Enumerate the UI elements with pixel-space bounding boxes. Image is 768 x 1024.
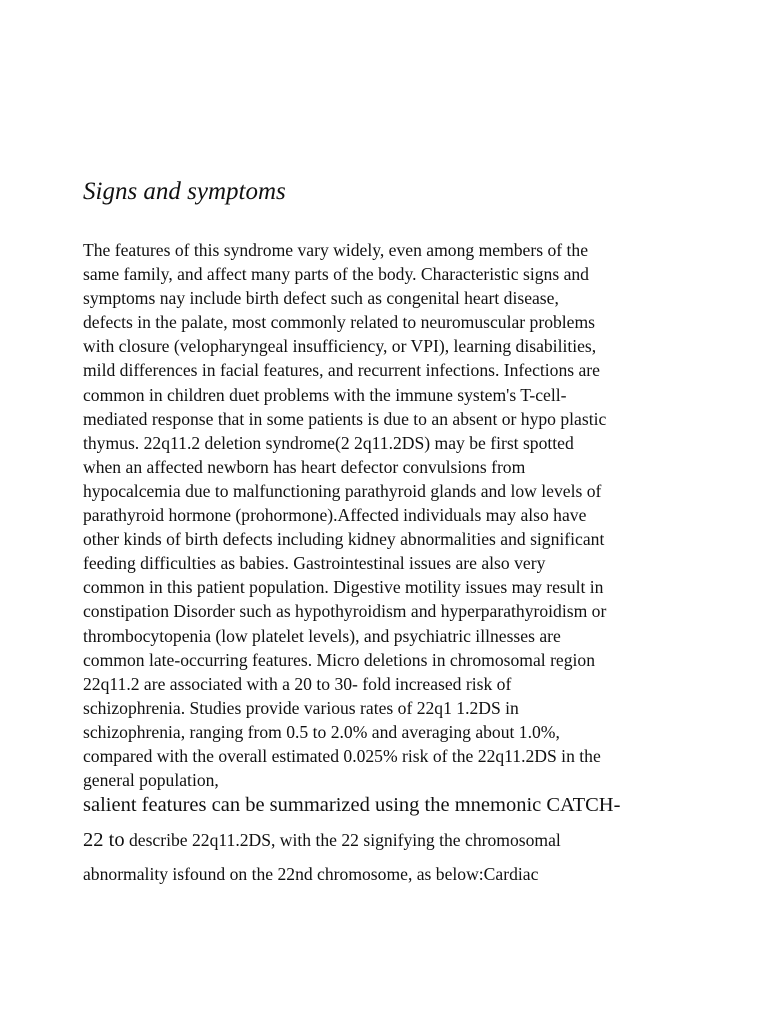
paragraph-line: same family, and affect many parts of the body. Characteristic signs and xyxy=(83,264,589,285)
paragraph-line: with closure (velopharyngeal insufficiency, or VPI), learning disabilities, xyxy=(83,336,597,357)
paragraph-line: symptoms nay include birth defect such as congenital heart disease, xyxy=(83,288,559,309)
paragraph-line: mediated response that in some patients is due to an absent or hypo plastic xyxy=(83,408,607,429)
body-paragraph xyxy=(83,238,723,792)
section-heading: Signs and symptoms xyxy=(83,178,286,205)
mnemonic-paragraph xyxy=(83,787,723,891)
paragraph-line: general population, xyxy=(83,770,219,791)
paragraph-line: other kinds of birth defects including kidney abnormalities and significant xyxy=(83,529,605,550)
paragraph-line: thrombocytopenia (low platelet levels), and psychiatric illnesses are xyxy=(83,625,561,646)
mnemonic-line xyxy=(83,823,723,857)
paragraph-line: common in children duet problems with the immune system's T-cell- xyxy=(83,384,567,405)
paragraph-line: compared with the overall estimated 0.025% risk of the 22q11.2DS in the xyxy=(83,745,601,766)
paragraph-line: feeding difficulties as babies. Gastrointestinal issues are also very xyxy=(83,553,546,574)
mnemonic-line: salient features can be summarized using the mnemonic CATCH- xyxy=(83,794,621,816)
paragraph-line: when an affected newborn has heart defector convulsions from xyxy=(83,456,526,477)
paragraph-line: schizophrenia, ranging from 0.5 to 2.0% and averaging about 1.0%, xyxy=(83,721,560,742)
paragraph-line: thymus. 22q11.2 deletion syndrome(2 2q11.2DS) may be first spotted xyxy=(83,432,574,453)
paragraph-line: defects in the palate, most commonly related to neuromuscular problems xyxy=(83,312,596,333)
paragraph-line: constipation Disorder such as hypothyroidism and hyperparathyroidism or xyxy=(83,601,607,622)
paragraph-line: common late-occurring features. Micro deletions in chromosomal region xyxy=(83,649,596,670)
paragraph-line: The features of this syndrome vary widely, even among members of the xyxy=(83,240,589,260)
mnemonic-line-large-start: 22 to xyxy=(83,829,125,851)
paragraph-line: 22q11.2 are associated with a 20 to 30- fold increased risk of xyxy=(83,673,512,694)
paragraph-line: common in this patient population. Digestive motility issues may result in xyxy=(83,577,604,598)
paragraph-line: mild differences in facial features, and recurrent infections. Infections are xyxy=(83,360,600,381)
paragraph-line: schizophrenia. Studies provide various rates of 22q1 1.2DS in xyxy=(83,697,519,718)
mnemonic-line-rest: describe 22q11.2DS, with the 22 signifying the chromosomal xyxy=(124,830,561,850)
mnemonic-line: abnormality isfound on the 22nd chromosome, as below:Cardiac xyxy=(83,864,539,884)
paragraph-line: hypocalcemia due to malfunctioning parathyroid glands and low levels of xyxy=(83,480,602,501)
paragraph-line: parathyroid hormone (prohormone).Affected individuals may also have xyxy=(83,505,587,526)
